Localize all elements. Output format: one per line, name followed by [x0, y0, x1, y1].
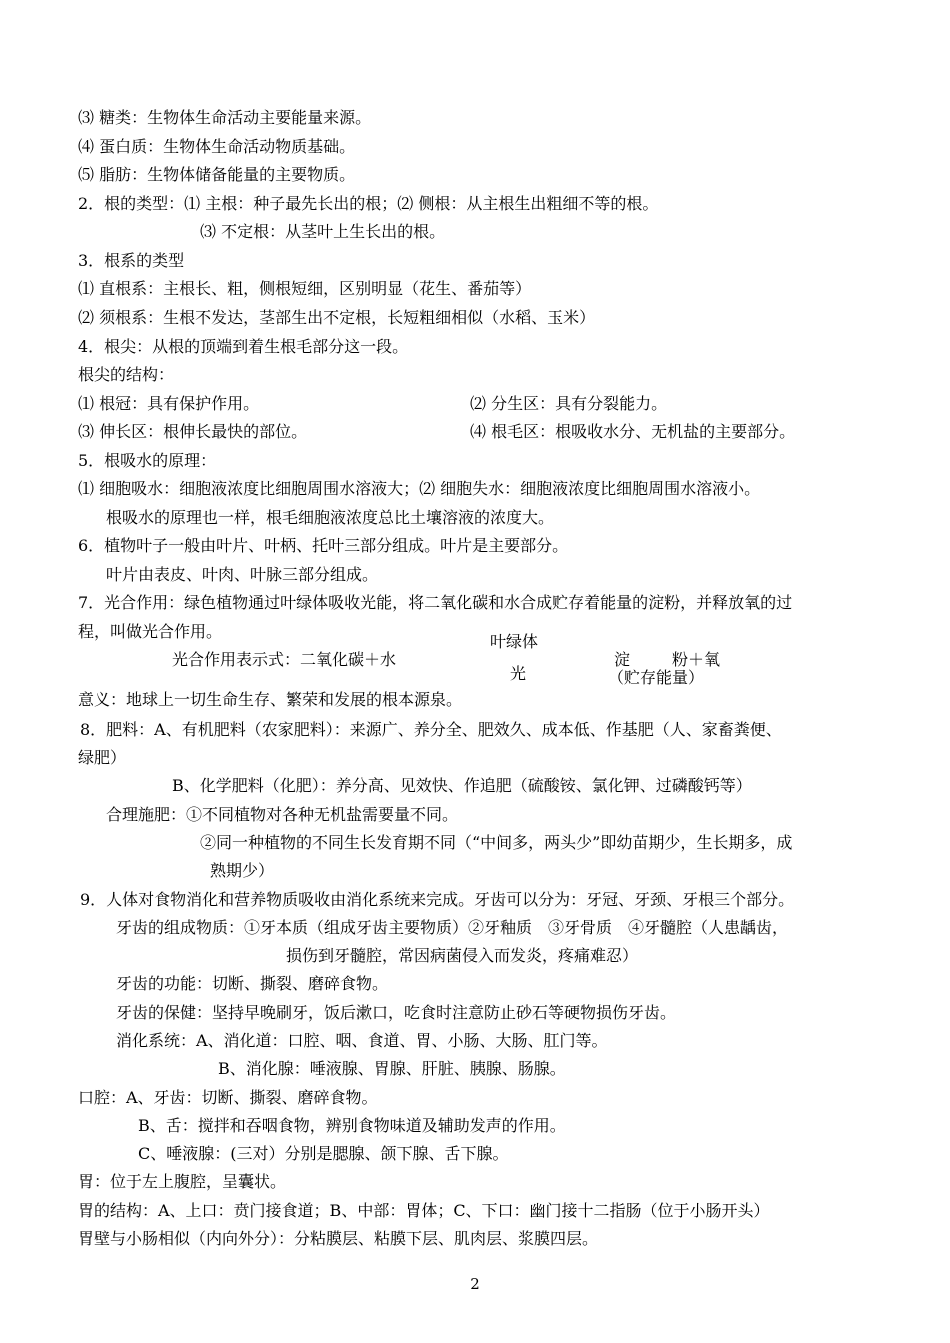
- text-line: 熟期少）: [210, 861, 275, 880]
- text-line: ⑵ 须根系：生根不发达，茎部生出不定根，长短粗细相似（水稻、玉米）: [78, 308, 596, 327]
- text-line: ⑶ 糖类：生物体生命活动主要能量来源。: [78, 108, 372, 127]
- text-line: 牙齿的保健：坚持早晚刷牙，饭后漱口，吃食时注意防止砂石等硬物损伤牙齿。: [116, 1003, 677, 1022]
- text-line: 3．根系的类型: [78, 251, 185, 270]
- text-line: ⑷ 蛋白质：生物体生命活动物质基础。: [78, 137, 356, 156]
- formula-condition-above: 叶绿体: [490, 632, 539, 651]
- text-line: ⑴ 直根系：主根长、粗，侧根短细，区别明显（花生、番茄等）: [78, 279, 532, 298]
- text-line: 合理施肥：①不同植物对各种无机盐需要量不同。: [106, 805, 459, 824]
- text-line: 5．根吸水的原理：: [78, 451, 217, 470]
- text-line: 胃壁与小肠相似（内向外分）：分粘膜层、粘膜下层、肌肉层、浆膜四层。: [78, 1229, 599, 1248]
- text-line: 7．光合作用：绿色植物通过叶绿体吸收光能，将二氧化碳和水合成贮存着能量的淀粉，并释放氧的过: [78, 593, 793, 612]
- formula-reactants: 光合作用表示式：二氧化碳＋水: [172, 650, 397, 669]
- text-line: 胃的结构：A、上口：贲门接食道；B、中部：胃体；C、下口：幽门接十二指肠（位于小肠开头）: [78, 1201, 770, 1220]
- text-line: ⑷ 根毛区：根吸收水分、无机盐的主要部分。: [470, 422, 796, 441]
- text-line: B、舌：搅拌和吞咽食物，辨别食物味道及辅助发声的作用。: [138, 1116, 566, 1135]
- text-line: 9．人体对食物消化和营养物质吸收由消化系统来完成。牙齿可以分为：牙冠、牙颈、牙根三个部分。: [80, 890, 795, 909]
- text-line: B、消化腺：唾液腺、胃腺、肝脏、胰腺、肠腺。: [218, 1059, 566, 1078]
- text-line: 根吸水的原理也一样，根毛细胞液浓度总比土壤溶液的浓度大。: [106, 508, 555, 527]
- text-line: 意义：地球上一切生命生存、繁荣和发展的根本源泉。: [78, 690, 463, 709]
- text-line: 胃：位于左上腹腔，呈囊状。: [78, 1172, 287, 1191]
- text-line: 消化系统：A、消化道：口腔、咽、食道、胃、小肠、大肠、肛门等。: [116, 1031, 608, 1050]
- text-line: ②同一种植物的不同生长发育期不同（“中间多，两头少”即幼苗期少，生长期多，成: [200, 833, 793, 852]
- page-number: 2: [470, 1275, 480, 1293]
- text-line: C、唾液腺：(三对）分别是腮腺、颌下腺、舌下腺。: [138, 1144, 509, 1163]
- text-line: ⑶ 不定根：从茎叶上生长出的根。: [200, 222, 446, 241]
- text-line: 损伤到牙髓腔，常因病菌侵入而发炎，疼痛难忍）: [286, 946, 639, 965]
- text-line: 口腔：A、牙齿：切断、撕裂、磨碎食物。: [78, 1088, 378, 1107]
- text-line: 牙齿的组成物质：①牙本质（组成牙齿主要物质）②牙釉质 ③牙骨质 ④牙髓腔（人患龋齿，: [116, 918, 789, 937]
- text-line: 4．根尖：从根的顶端到着生根毛部分这一段。: [78, 337, 409, 356]
- text-line: 根尖的结构：: [78, 365, 175, 384]
- text-line: ⑶ 伸长区：根伸长最快的部位。: [78, 422, 308, 441]
- text-line: ⑵ 分生区：具有分裂能力。: [470, 394, 668, 413]
- formula-product: 淀: [614, 650, 631, 669]
- text-line: 牙齿的功能：切断、撕裂、磨碎食物。: [116, 974, 389, 993]
- formula-product-note: （贮存能量）: [608, 668, 705, 687]
- text-line: 2．根的类型：⑴ 主根：种子最先长出的根；⑵ 侧根：从主根生出粗细不等的根。: [78, 194, 659, 213]
- text-line: B、化学肥料（化肥）：养分高、见效快、作追肥（硫酸铵、氯化钾、过磷酸钙等）: [172, 776, 752, 795]
- text-line: 程，叫做光合作用。: [78, 622, 223, 641]
- text-line: 8．肥料：A、有机肥料（农家肥料）：来源广、养分全、肥效久、成本低、作基肥（人、家畜粪便、: [80, 720, 782, 739]
- text-line: ⑴ 细胞吸水：细胞液浓度比细胞周围水溶液大；⑵ 细胞失水：细胞液浓度比细胞周围水溶液小。: [78, 479, 761, 498]
- formula-product: 粉＋氧: [672, 650, 721, 669]
- text-line: ⑴ 根冠：具有保护作用。: [78, 394, 260, 413]
- text-line: 绿肥）: [78, 748, 127, 767]
- text-line: 叶片由表皮、叶肉、叶脉三部分组成。: [106, 565, 379, 584]
- text-line: 6．植物叶子一般由叶片、叶柄、托叶三部分组成。叶片是主要部分。: [78, 536, 569, 555]
- formula-condition-below: 光: [510, 664, 527, 683]
- text-line: ⑸ 脂肪：生物体储备能量的主要物质。: [78, 165, 356, 184]
